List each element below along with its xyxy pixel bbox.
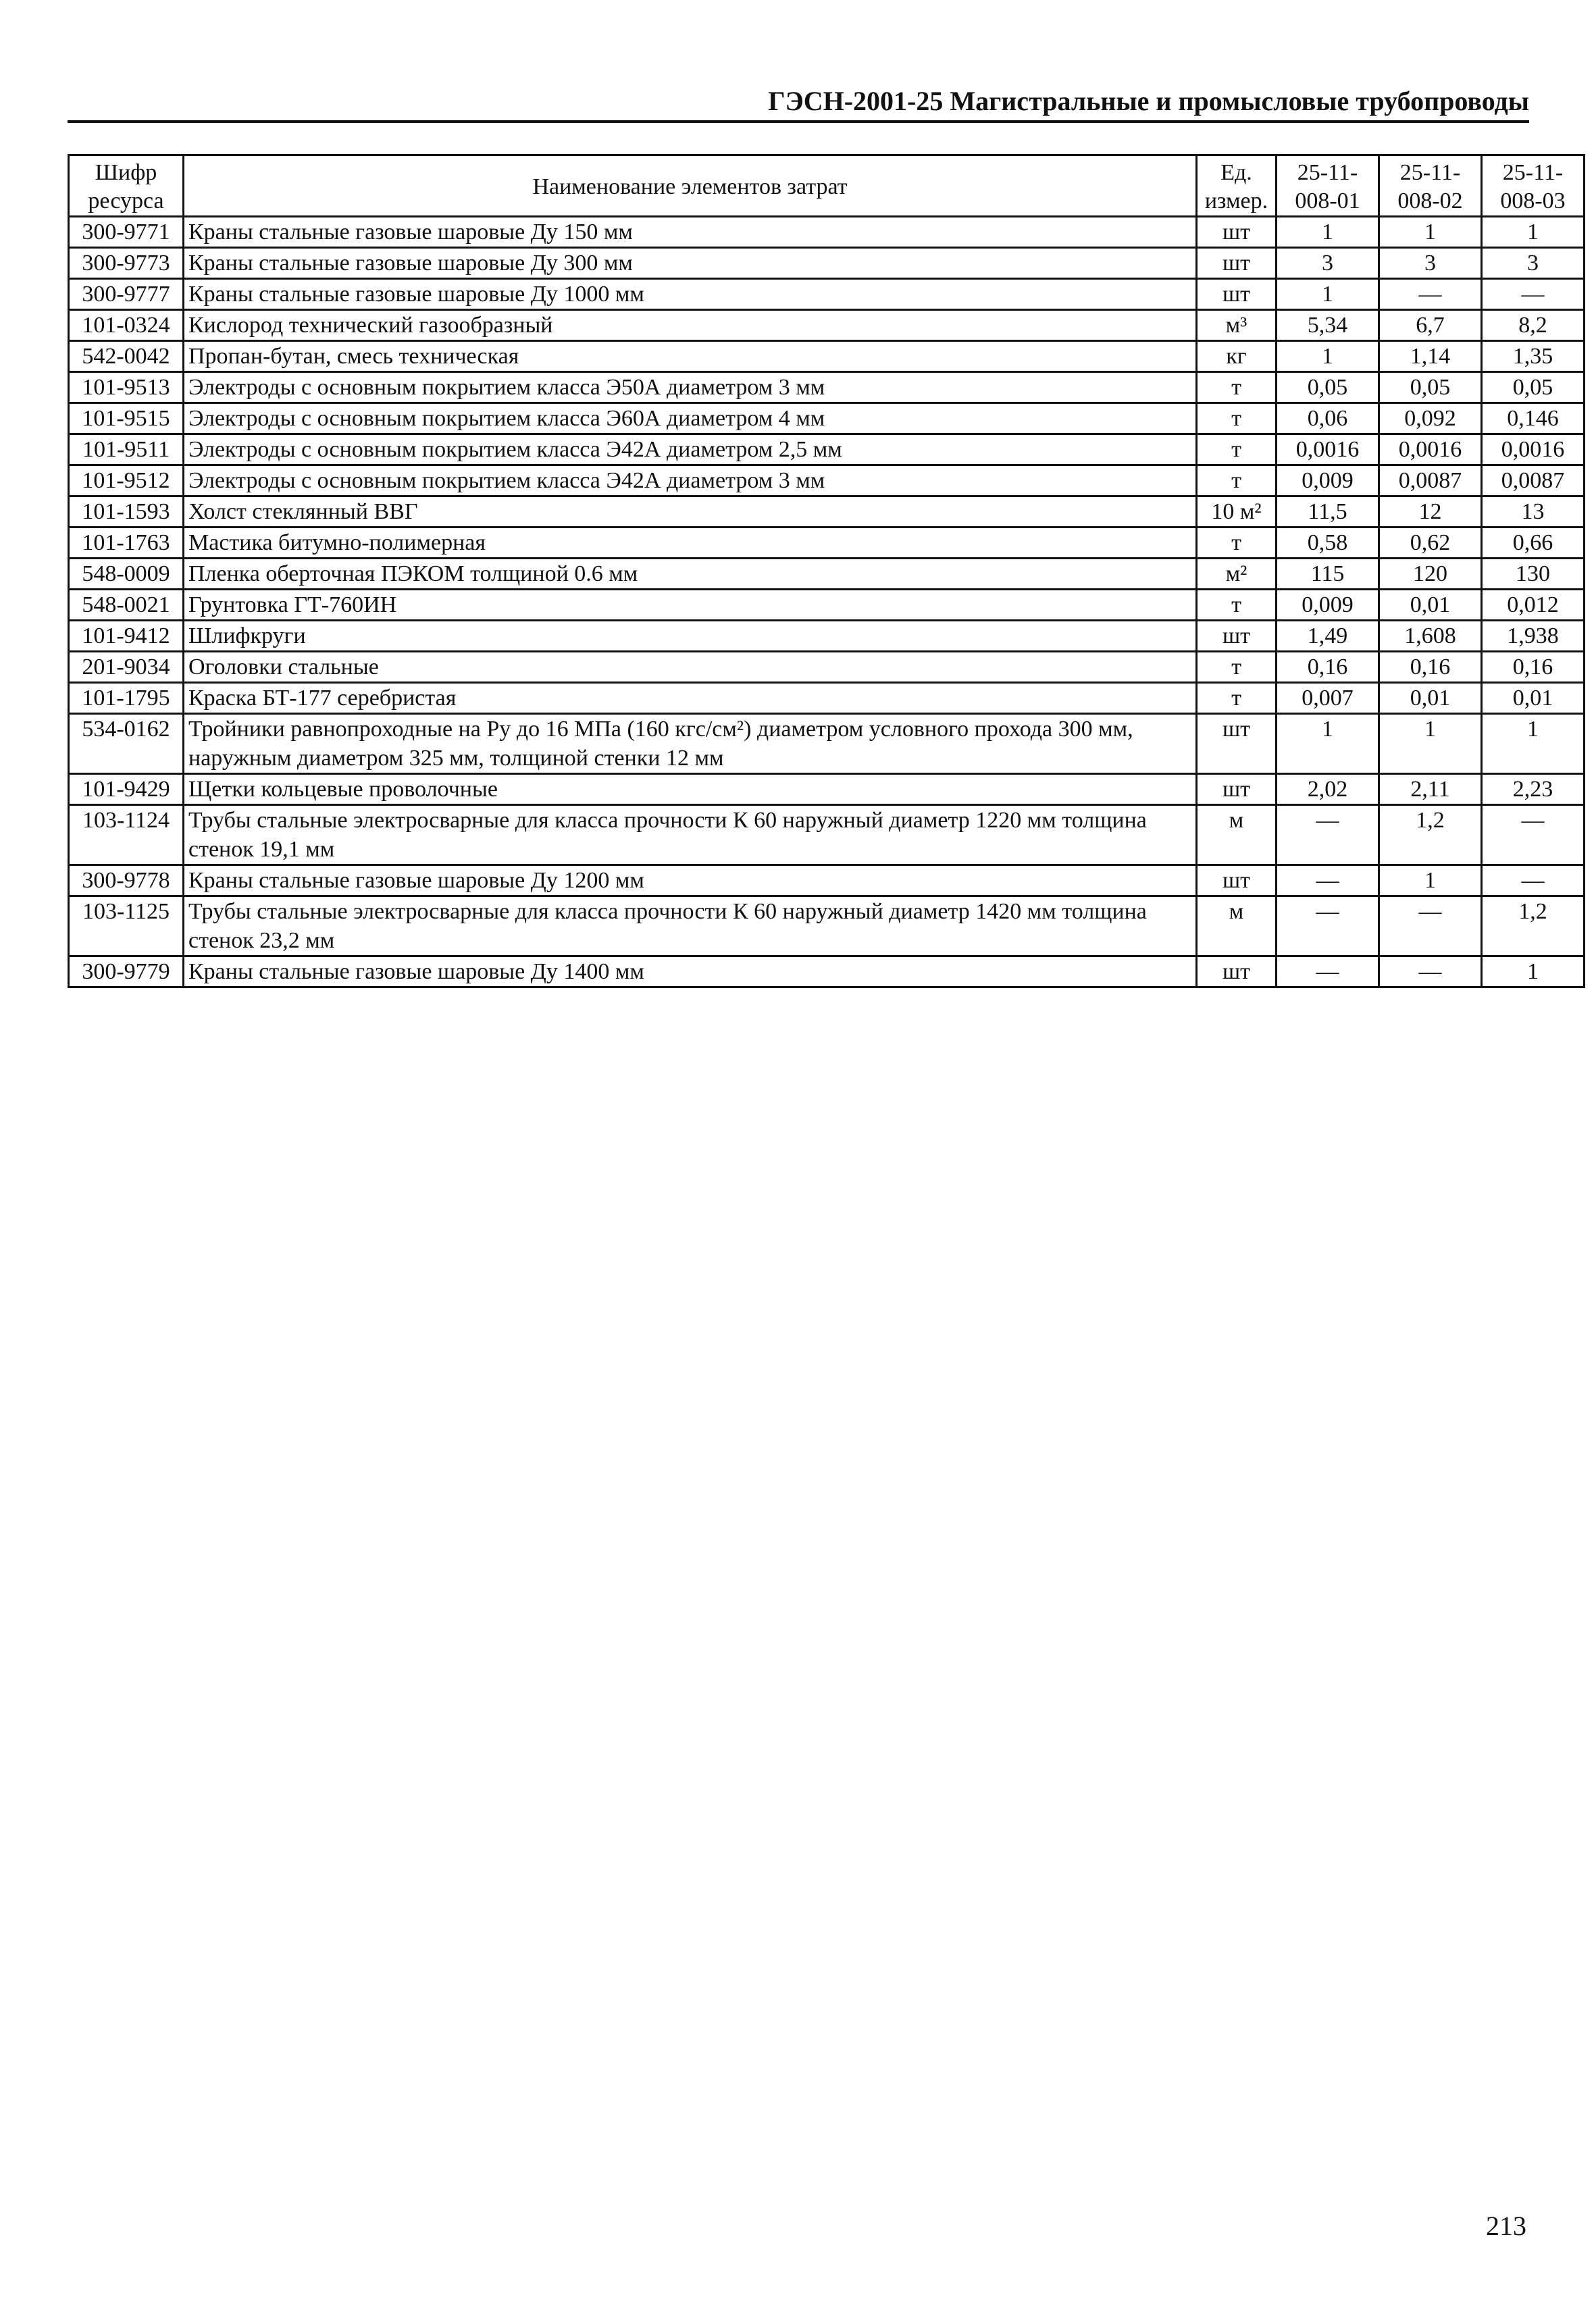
value-008-01: 0,009	[1277, 465, 1379, 496]
column-header-code	[69, 155, 184, 217]
value-008-03: —	[1482, 865, 1585, 896]
value-008-03: 1	[1482, 714, 1585, 774]
resource-code: 300-9778	[69, 865, 184, 896]
resource-name: Электроды с основным покрытием класса Э42А диаметром 2,5 мм	[184, 434, 1197, 465]
value-008-01: 0,06	[1277, 403, 1379, 434]
resource-code: 101-9412	[69, 621, 184, 652]
value-008-03: 13	[1482, 496, 1585, 528]
value-008-01: 0,007	[1277, 683, 1379, 714]
running-header: ГЭСН-2001-25 Магистральные и промысловые трубопроводы	[768, 86, 1529, 116]
resource-code: 101-9429	[69, 774, 184, 805]
value-008-03: 0,012	[1482, 590, 1585, 621]
value-008-03: 0,05	[1482, 372, 1585, 403]
resource-unit: м³	[1197, 310, 1277, 341]
resources-table	[68, 154, 1585, 988]
resource-name: Краны стальные газовые шаровые Ду 1400 мм	[184, 956, 1197, 987]
table-row	[69, 652, 1585, 683]
value-008-01: 0,16	[1277, 652, 1379, 683]
table-row	[69, 896, 1585, 956]
value-008-01: —	[1277, 805, 1379, 865]
resource-code: 300-9779	[69, 956, 184, 987]
value-008-03: 0,16	[1482, 652, 1585, 683]
table-row	[69, 714, 1585, 774]
value-008-02: 1,14	[1379, 341, 1482, 372]
column-header-008-03	[1482, 155, 1585, 217]
resource-unit: шт	[1197, 956, 1277, 987]
table-row	[69, 434, 1585, 465]
column-header-008-01	[1277, 155, 1379, 217]
column-header-008-02-line1: 25-11-	[1399, 160, 1461, 185]
value-008-01: 11,5	[1277, 496, 1379, 528]
resource-unit: м²	[1197, 559, 1277, 590]
value-008-03: —	[1482, 805, 1585, 865]
value-008-01: —	[1277, 865, 1379, 896]
value-008-03: 0,146	[1482, 403, 1585, 434]
resource-name: Краны стальные газовые шаровые Ду 150 мм	[184, 217, 1197, 248]
value-008-02: 0,0016	[1379, 434, 1482, 465]
value-008-02: 0,16	[1379, 652, 1482, 683]
resource-code: 300-9777	[69, 279, 184, 310]
resource-name: Кислород технический газообразный	[184, 310, 1197, 341]
resource-unit: кг	[1197, 341, 1277, 372]
column-header-unit-line1: Ед.	[1220, 160, 1252, 185]
column-header-code-line2: ресурса	[88, 188, 164, 213]
value-008-01: 1	[1277, 341, 1379, 372]
resource-unit: м	[1197, 805, 1277, 865]
table-row	[69, 956, 1585, 987]
resource-name: Щетки кольцевые проволочные	[184, 774, 1197, 805]
resource-name: Краны стальные газовые шаровые Ду 300 мм	[184, 248, 1197, 279]
table-row	[69, 217, 1585, 248]
resource-unit: шт	[1197, 279, 1277, 310]
value-008-02: 0,0087	[1379, 465, 1482, 496]
value-008-02: —	[1379, 956, 1482, 987]
resource-code: 300-9773	[69, 248, 184, 279]
value-008-01: —	[1277, 956, 1379, 987]
resource-unit: шт	[1197, 774, 1277, 805]
value-008-03: 0,0016	[1482, 434, 1585, 465]
resource-unit: шт	[1197, 248, 1277, 279]
value-008-01: 1	[1277, 714, 1379, 774]
value-008-02: 1	[1379, 714, 1482, 774]
value-008-03: 1,35	[1482, 341, 1585, 372]
value-008-01: —	[1277, 896, 1379, 956]
resource-unit: шт	[1197, 865, 1277, 896]
resource-unit: 10 м²	[1197, 496, 1277, 528]
value-008-02: 6,7	[1379, 310, 1482, 341]
value-008-01: 115	[1277, 559, 1379, 590]
value-008-01: 1	[1277, 217, 1379, 248]
value-008-03: 0,66	[1482, 528, 1585, 559]
resource-unit: т	[1197, 403, 1277, 434]
table-row	[69, 590, 1585, 621]
resource-code: 101-1795	[69, 683, 184, 714]
value-008-03: 0,0087	[1482, 465, 1585, 496]
value-008-02: —	[1379, 896, 1482, 956]
resource-code: 534-0162	[69, 714, 184, 774]
table-header-row	[69, 155, 1585, 217]
table-row	[69, 805, 1585, 865]
resource-name: Тройники равнопроходные на Ру до 16 МПа (160 кгс/см²) диаметром условного прохода 300 мм, наружным диаметром 325 мм, толщиной стенки 12 мм	[184, 714, 1197, 774]
column-header-008-03-line1: 25-11-	[1502, 160, 1564, 185]
value-008-01: 2,02	[1277, 774, 1379, 805]
resource-unit: м	[1197, 896, 1277, 956]
value-008-01: 1,49	[1277, 621, 1379, 652]
resource-unit: шт	[1197, 621, 1277, 652]
table-row	[69, 248, 1585, 279]
column-header-008-02	[1379, 155, 1482, 217]
resource-name: Краска БТ-177 серебристая	[184, 683, 1197, 714]
column-header-code-line1: Шифр	[95, 160, 157, 185]
resource-code: 101-9512	[69, 465, 184, 496]
value-008-02: 1	[1379, 865, 1482, 896]
column-header-008-03-line2: 008-03	[1500, 188, 1566, 213]
value-008-02: 0,62	[1379, 528, 1482, 559]
resources-table-body	[69, 217, 1585, 987]
value-008-03: 3	[1482, 248, 1585, 279]
value-008-01: 0,009	[1277, 590, 1379, 621]
resource-name: Грунтовка ГТ-760ИН	[184, 590, 1197, 621]
resource-name: Краны стальные газовые шаровые Ду 1000 мм	[184, 279, 1197, 310]
table-row	[69, 683, 1585, 714]
resource-code: 548-0009	[69, 559, 184, 590]
value-008-03: 1	[1482, 956, 1585, 987]
resource-code: 101-0324	[69, 310, 184, 341]
value-008-02: 1,608	[1379, 621, 1482, 652]
resource-code: 103-1125	[69, 896, 184, 956]
value-008-03: 1,2	[1482, 896, 1585, 956]
value-008-01: 0,05	[1277, 372, 1379, 403]
resource-name: Холст стеклянный ВВГ	[184, 496, 1197, 528]
table-row	[69, 621, 1585, 652]
resource-name: Мастика битумно-полимерная	[184, 528, 1197, 559]
table-row	[69, 465, 1585, 496]
page-number: 213	[1486, 2211, 1526, 2241]
resource-unit: шт	[1197, 217, 1277, 248]
value-008-02: 0,092	[1379, 403, 1482, 434]
resource-name: Электроды с основным покрытием класса Э60А диаметром 4 мм	[184, 403, 1197, 434]
resource-unit: т	[1197, 590, 1277, 621]
resource-unit: т	[1197, 528, 1277, 559]
resource-name: Электроды с основным покрытием класса Э50А диаметром 3 мм	[184, 372, 1197, 403]
value-008-02: 3	[1379, 248, 1482, 279]
column-header-unit-line2: измер.	[1204, 188, 1268, 213]
value-008-02: 12	[1379, 496, 1482, 528]
value-008-03: 130	[1482, 559, 1585, 590]
resource-name: Оголовки стальные	[184, 652, 1197, 683]
resource-code: 548-0021	[69, 590, 184, 621]
resource-code: 201-9034	[69, 652, 184, 683]
resource-name: Пленка оберточная ПЭКОМ толщиной 0.6 мм	[184, 559, 1197, 590]
table-row	[69, 310, 1585, 341]
resource-unit: т	[1197, 372, 1277, 403]
resource-unit: т	[1197, 434, 1277, 465]
resource-unit: т	[1197, 465, 1277, 496]
table-row	[69, 341, 1585, 372]
resource-name: Трубы стальные электросварные для класса прочности К 60 наружный диаметр 1220 мм толщина стенок 19,1 мм	[184, 805, 1197, 865]
value-008-02: 120	[1379, 559, 1482, 590]
value-008-01: 3	[1277, 248, 1379, 279]
value-008-03: 1,938	[1482, 621, 1585, 652]
resource-name: Краны стальные газовые шаровые Ду 1200 мм	[184, 865, 1197, 896]
table-row	[69, 372, 1585, 403]
resource-unit: т	[1197, 652, 1277, 683]
table-row	[69, 496, 1585, 528]
value-008-02: 0,01	[1379, 590, 1482, 621]
resource-code: 101-9511	[69, 434, 184, 465]
resource-name: Трубы стальные электросварные для класса прочности К 60 наружный диаметр 1420 мм толщина стенок 23,2 мм	[184, 896, 1197, 956]
resource-code: 101-1593	[69, 496, 184, 528]
table-row	[69, 865, 1585, 896]
table-row	[69, 559, 1585, 590]
value-008-01: 0,58	[1277, 528, 1379, 559]
value-008-02: —	[1379, 279, 1482, 310]
resource-code: 542-0042	[69, 341, 184, 372]
resource-name: Электроды с основным покрытием класса Э42А диаметром 3 мм	[184, 465, 1197, 496]
value-008-03: —	[1482, 279, 1585, 310]
resource-code: 101-9515	[69, 403, 184, 434]
column-header-008-02-line2: 008-02	[1397, 188, 1463, 213]
value-008-03: 2,23	[1482, 774, 1585, 805]
table-row	[69, 403, 1585, 434]
table-row	[69, 279, 1585, 310]
value-008-02: 1,2	[1379, 805, 1482, 865]
value-008-03: 1	[1482, 217, 1585, 248]
value-008-01: 0,0016	[1277, 434, 1379, 465]
value-008-01: 5,34	[1277, 310, 1379, 341]
value-008-02: 2,11	[1379, 774, 1482, 805]
resource-unit: шт	[1197, 714, 1277, 774]
table-row	[69, 528, 1585, 559]
column-header-name: Наименование элементов затрат	[184, 155, 1197, 217]
resource-code: 103-1124	[69, 805, 184, 865]
value-008-01: 1	[1277, 279, 1379, 310]
value-008-03: 8,2	[1482, 310, 1585, 341]
header-rule	[68, 120, 1529, 123]
column-header-008-01-line1: 25-11-	[1297, 160, 1358, 185]
value-008-02: 0,01	[1379, 683, 1482, 714]
table-row	[69, 774, 1585, 805]
resource-name: Пропан-бутан, смесь техническая	[184, 341, 1197, 372]
value-008-03: 0,01	[1482, 683, 1585, 714]
column-header-unit	[1197, 155, 1277, 217]
resource-unit: т	[1197, 683, 1277, 714]
resource-code: 101-1763	[69, 528, 184, 559]
resource-code: 300-9771	[69, 217, 184, 248]
value-008-02: 0,05	[1379, 372, 1482, 403]
resource-code: 101-9513	[69, 372, 184, 403]
resource-name: Шлифкруги	[184, 621, 1197, 652]
column-header-008-01-line2: 008-01	[1295, 188, 1360, 213]
value-008-02: 1	[1379, 217, 1482, 248]
